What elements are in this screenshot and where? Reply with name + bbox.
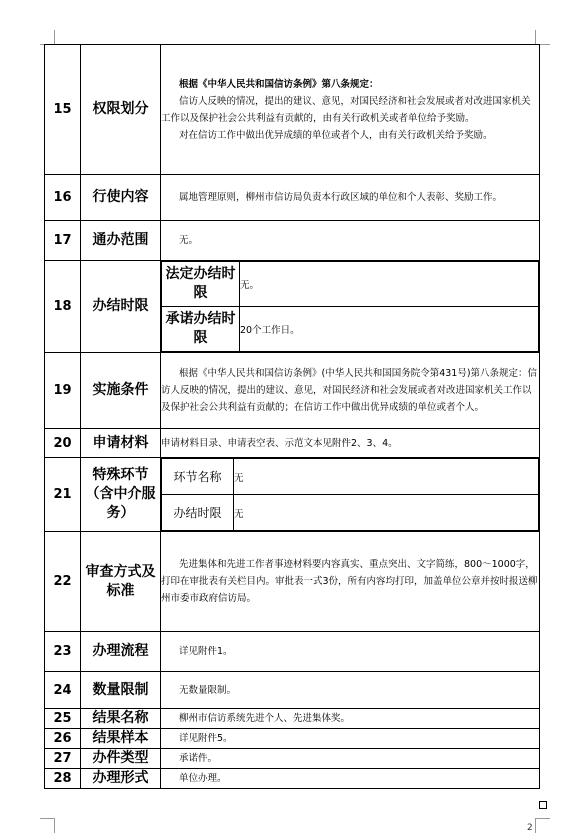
row-content	[161, 749, 540, 769]
paragraph: 申请材料目录、申请表空表、示范文本见附件2、3、4。	[161, 437, 398, 449]
page-number: 2	[527, 823, 533, 833]
paragraph: 承诺件。	[179, 753, 218, 764]
table-row	[45, 672, 540, 709]
crop-mark-top-right	[535, 30, 550, 45]
row-content	[161, 353, 540, 429]
row-number: 21	[45, 458, 81, 532]
row-number: 26	[45, 729, 81, 749]
table-row	[45, 353, 540, 429]
row-number: 18	[45, 261, 81, 353]
sub-value: 无。	[240, 262, 539, 307]
table-row	[45, 261, 540, 353]
row-label: 通办范围	[81, 221, 161, 261]
row-content	[161, 532, 540, 632]
row-content	[161, 175, 540, 221]
paragraph: 先进集体和先进工作者事迹材料要内容真实、重点突出、文字简练，800～1000字，打印在审批表有关栏目内。审批表一式3份，所有内容均打印，加盖单位公章并按时报送柳州市委市政府信访局。	[161, 559, 538, 604]
row-number: 20	[45, 429, 81, 458]
paragraph: 无。	[179, 235, 199, 246]
row-label: 特殊环节（含中介服务）	[81, 458, 161, 532]
paragraph: 无数量限制。	[179, 684, 237, 696]
paragraph: 单位办理。	[179, 773, 227, 784]
row-label: 办件类型	[81, 749, 161, 769]
table-row	[45, 709, 540, 729]
row-number: 19	[45, 353, 81, 429]
table-row	[45, 532, 540, 632]
paragraph: 信访人反映的情况，提出的建议、意见，对国民经济和社会发展或者对改进国家机关工作以及保护社会公共利益有贡献的，由有关行政机关或者单位给予奖励。	[161, 95, 531, 124]
row-number: 15	[45, 45, 81, 175]
table-row	[45, 221, 540, 261]
row-number: 17	[45, 221, 81, 261]
info-table	[44, 44, 540, 789]
crop-mark-bottom-right	[535, 818, 550, 833]
table-end-marker	[539, 801, 547, 809]
row-content	[161, 769, 540, 789]
row-number: 28	[45, 769, 81, 789]
table-row	[45, 175, 540, 221]
table-row	[45, 729, 540, 749]
row-label: 审查方式及标准	[81, 532, 161, 632]
crop-mark-top-left	[40, 30, 55, 45]
row-label: 办理流程	[81, 632, 161, 672]
sub-value: 无	[234, 459, 539, 495]
row-content	[161, 458, 540, 532]
row-number: 25	[45, 709, 81, 729]
paragraph: 根据《中华人民共和国信访条例》(中华人民共和国国务院令第431号)第八条规定：信访人反映的情况，提出的建议、意见，对国民经济和社会发展或者对改进国家机关工作以及保护社会公共利益有贡献的；在信访工作中做出优异成绩的单位或者个人。	[161, 368, 538, 413]
sub-label: 办结时限	[162, 495, 234, 531]
row-content	[161, 429, 540, 458]
row-content	[161, 45, 540, 175]
row-label: 行使内容	[81, 175, 161, 221]
row-content	[161, 632, 540, 672]
row-content	[161, 221, 540, 261]
sub-value: 无	[234, 495, 539, 531]
table-row	[45, 45, 540, 175]
table-row	[45, 749, 540, 769]
row-label: 数量限制	[81, 672, 161, 709]
sub-table	[161, 458, 539, 531]
row-label: 办结时限	[81, 261, 161, 353]
table-row	[45, 458, 540, 532]
row-label: 结果样本	[81, 729, 161, 749]
crop-mark-bottom-left	[40, 818, 55, 833]
sub-label: 承诺办结时限	[162, 307, 240, 352]
table-row	[45, 429, 540, 458]
sub-value: 20个工作日。	[240, 307, 539, 352]
paragraph: 详见附件5。	[179, 733, 233, 744]
row-number: 16	[45, 175, 81, 221]
row-content	[161, 709, 540, 729]
row-content	[161, 672, 540, 709]
row-content	[161, 261, 540, 353]
row-label: 申请材料	[81, 429, 161, 458]
row-number: 23	[45, 632, 81, 672]
sub-table	[161, 261, 539, 352]
row-label: 权限划分	[81, 45, 161, 175]
paragraph: 对在信访工作中做出优异成绩的单位或者个人，由有关行政机关给予奖励。	[179, 129, 493, 141]
paragraph: 属地管理原则，柳州市信访局负责本行政区域的单位和个人表彰、奖励工作。	[179, 192, 503, 203]
row-number: 24	[45, 672, 81, 709]
paragraph: 根据《中华人民共和国信访条例》第八条规定：	[179, 78, 379, 90]
row-label: 实施条件	[81, 353, 161, 429]
row-content	[161, 729, 540, 749]
table-row	[45, 632, 540, 672]
row-number: 22	[45, 532, 81, 632]
paragraph: 详见附件1。	[179, 646, 233, 657]
row-label: 结果名称	[81, 709, 161, 729]
row-label: 办理形式	[81, 769, 161, 789]
row-number: 27	[45, 749, 81, 769]
sub-label: 环节名称	[162, 459, 234, 495]
sub-label: 法定办结时限	[162, 262, 240, 307]
paragraph: 柳州市信访系统先进个人、先进集体奖。	[179, 713, 351, 724]
table-row	[45, 769, 540, 789]
